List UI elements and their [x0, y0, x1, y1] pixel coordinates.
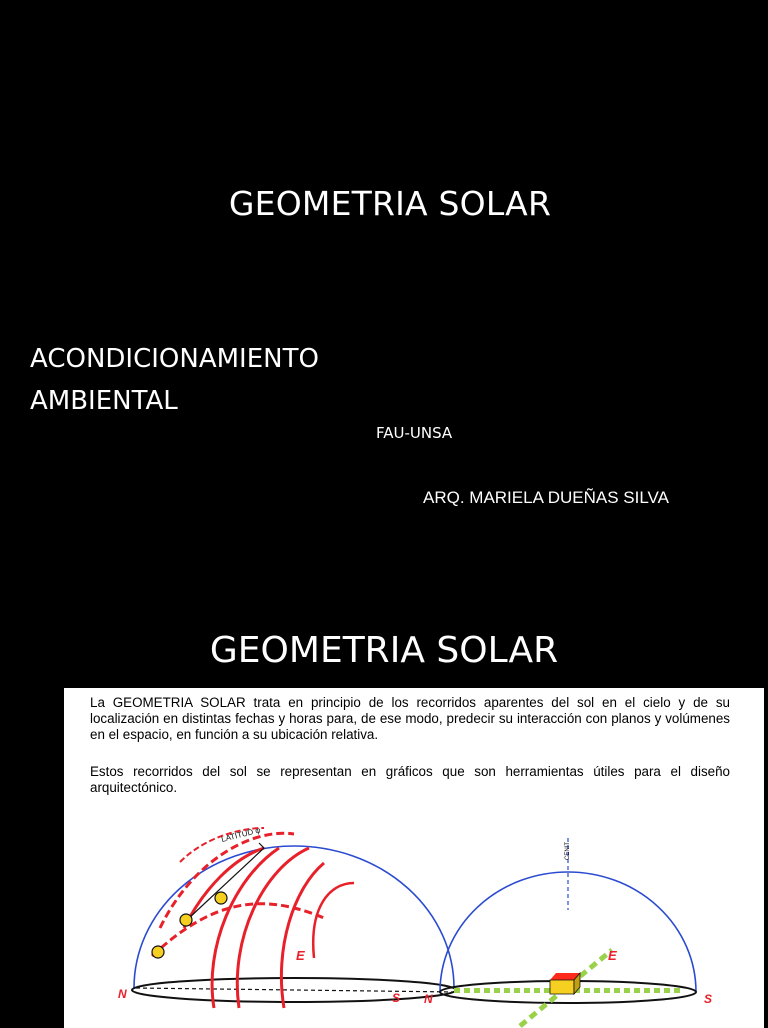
solar-diagrams: [64, 688, 764, 1028]
zenith-diagram: [424, 838, 712, 1026]
sun-marker-high: [215, 892, 227, 904]
subtitle-line-1: ACONDICIONAMIENTO: [30, 344, 319, 374]
content-panel: [64, 688, 764, 1028]
building-block: [550, 973, 580, 994]
sun-marker-mid: [180, 914, 192, 926]
sun-marker-low: [152, 946, 164, 958]
left-north-label: N: [118, 987, 127, 1001]
right-east-label: E: [608, 948, 617, 963]
slide-1-title: GEOMETRIA SOLAR: [228, 184, 552, 223]
left-east-label: E: [296, 948, 305, 963]
subtitle-line-2: AMBIENTAL: [30, 386, 178, 416]
course-subtitle: [30, 338, 319, 422]
right-south-label: S: [704, 992, 713, 1006]
sun-path-6: [281, 863, 324, 1008]
latitude-label: LATITUD φ: [220, 825, 262, 844]
sun-path-7: [313, 883, 354, 958]
author-label: ARQ. MARIELA DUEÑAS SILVA: [423, 488, 669, 507]
institution-label: FAU-UNSA: [376, 424, 453, 442]
sun-path-5: [237, 848, 309, 1008]
usage-paragraph: Estos recorridos del sol se representan en gráficos que son herramientas útiles para el diseño arquitectónico.: [90, 764, 730, 796]
sun-path-diagram: [118, 825, 456, 1008]
left-ns-axis: [136, 988, 454, 992]
right-north-label: N: [424, 992, 433, 1006]
intro-paragraph: La GEOMETRIA SOLAR trata en principio de los recorridos aparentes del sol en el cielo y de su localización en distintas fechas y horas para, de ese modo, predecir su interacción con planos y volúmenes en el espacio, en función a su ubicación relativa.: [90, 695, 730, 743]
zenith-label: CENIT: [565, 842, 571, 860]
slide-2: [0, 612, 768, 1024]
left-ground-ellipse: [132, 978, 456, 1002]
left-south-label: S: [392, 991, 401, 1005]
slide-2-title: GEOMETRIA SOLAR: [209, 630, 559, 671]
